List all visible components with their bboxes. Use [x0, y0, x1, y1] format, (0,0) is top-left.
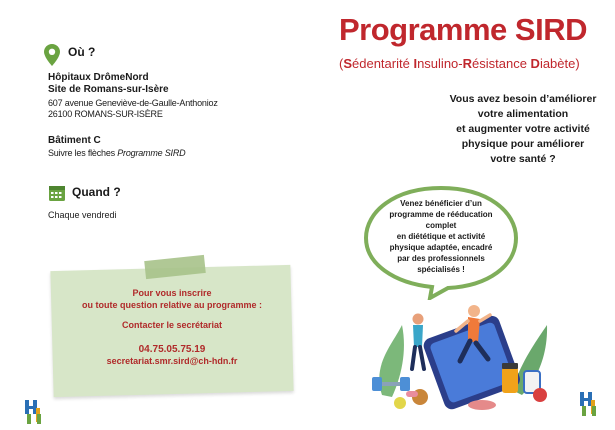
- note-line2: ou toute question relative au programme :: [81, 300, 263, 310]
- building: Bâtiment C: [48, 135, 101, 146]
- page-subtitle: (Sédentarité Insulino-Résistance Diabète): [339, 56, 580, 71]
- hdn-logo: [23, 398, 47, 426]
- when-heading: Quand ?: [72, 185, 121, 199]
- question-text: Vous avez besoin d’améliorer votre alimentation et augmenter votre activité physique pour améliorer votre santé ?: [449, 93, 597, 165]
- contact-note: [50, 265, 293, 397]
- phone-number: 04.75.05.75.19: [138, 344, 206, 355]
- fitness-illustration: [362, 285, 562, 415]
- follow-instructions: Suivre les flèches Programme SIRD: [48, 148, 186, 158]
- where-heading: Où ?: [68, 45, 96, 59]
- note-line1: Pour vous inscrire: [132, 288, 212, 298]
- note-line3: Contacter le secrétariat: [121, 320, 223, 330]
- bubble-text: Venez bénéficier d’un programme de rééducation complet en diététique et activité physique adaptée, encadré par des professionnels spécialisés !: [389, 199, 493, 274]
- location-pin-icon: [44, 44, 60, 66]
- when-value: Chaque vendredi: [48, 210, 117, 220]
- email-address: secretariat.smr.sird@ch-hdn.fr: [106, 356, 238, 366]
- hospital-name: Hôpitaux DrômeNord Site de Romans-sur-Isère: [48, 72, 169, 95]
- hdn-logo-right: [578, 390, 602, 418]
- street-address: 607 avenue Geneviève-de-Gaulle-Anthonioz 26100 ROMANS-SUR-ISÈRE: [48, 98, 218, 119]
- calendar-icon: [48, 184, 66, 202]
- page-title: Programme SIRD: [339, 12, 587, 47]
